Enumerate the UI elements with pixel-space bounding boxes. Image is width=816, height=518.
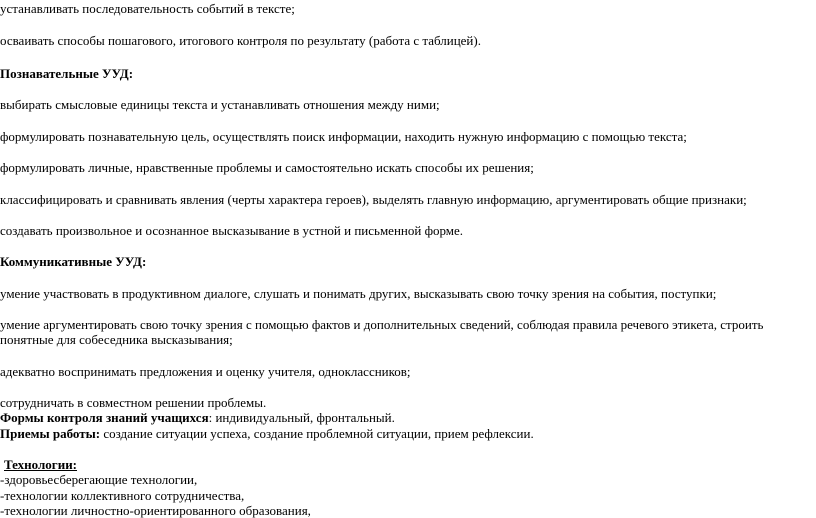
text-line-cooperate: сотрудничать в совместном решении проблемы. bbox=[0, 395, 267, 410]
heading-communicative-text: Коммуникативные УУД: bbox=[0, 254, 147, 269]
heading-communicative bbox=[0, 254, 146, 269]
work-methods-value: создание ситуации успеха, создание проблемной ситуации, прием рефлексии. bbox=[100, 426, 534, 441]
technologies-heading-text: Технологии: bbox=[4, 457, 78, 472]
text-line-sequence: устанавливать последовательность событий в тексте; bbox=[0, 1, 295, 16]
text-line-semantic-units: выбирать смысловые единицы текста и устанавливать отношения между ними; bbox=[0, 97, 440, 112]
text-line-argue: умение аргументировать свою точку зрения с помощью фактов и дополнительных сведений, соблюдая правила речевого этикета, строить понятные для собеседника высказывания; bbox=[0, 317, 764, 347]
text-line-control: осваивать способы пошагового, итогового контроля по результату (работа с таблицей). bbox=[0, 33, 481, 48]
tech-item: -технологии личностно-ориентированного образования, bbox=[0, 503, 311, 518]
heading-cognitive bbox=[0, 66, 133, 81]
heading-cognitive-text: Познавательные УУД: bbox=[0, 66, 134, 81]
control-forms bbox=[0, 410, 395, 425]
control-forms-value: : индивидуальный, фронтальный. bbox=[208, 410, 395, 425]
text-line-moral: формулировать личные, нравственные проблемы и самостоятельно искать способы их решения; bbox=[0, 160, 534, 175]
work-methods-label: Приемы работы: bbox=[0, 426, 101, 441]
technologies-heading bbox=[4, 457, 77, 472]
tech-item: -здоровьесберегающие технологии, bbox=[0, 472, 198, 487]
text-line-goal: формулировать познавательную цель, осуществлять поиск информации, находить нужную информацию с помощью текста; bbox=[0, 129, 687, 144]
work-methods bbox=[0, 426, 534, 441]
text-line-dialogue: умение участвовать в продуктивном диалоге, слушать и понимать других, высказывать свою точку зрения на события, поступки; bbox=[0, 286, 717, 301]
tech-item: -технологии коллективного сотрудничества, bbox=[0, 488, 245, 503]
control-forms-label: Формы контроля знаний учащихся bbox=[0, 410, 209, 425]
text-line-perceive: адекватно воспринимать предложения и оценку учителя, одноклассников; bbox=[0, 364, 411, 379]
text-line-statement: создавать произвольное и осознанное высказывание в устной и письменной форме. bbox=[0, 223, 464, 238]
text-line-classify: классифицировать и сравнивать явления (черты характера героев), выделять главную информацию, аргументировать общие признаки; bbox=[0, 192, 747, 207]
